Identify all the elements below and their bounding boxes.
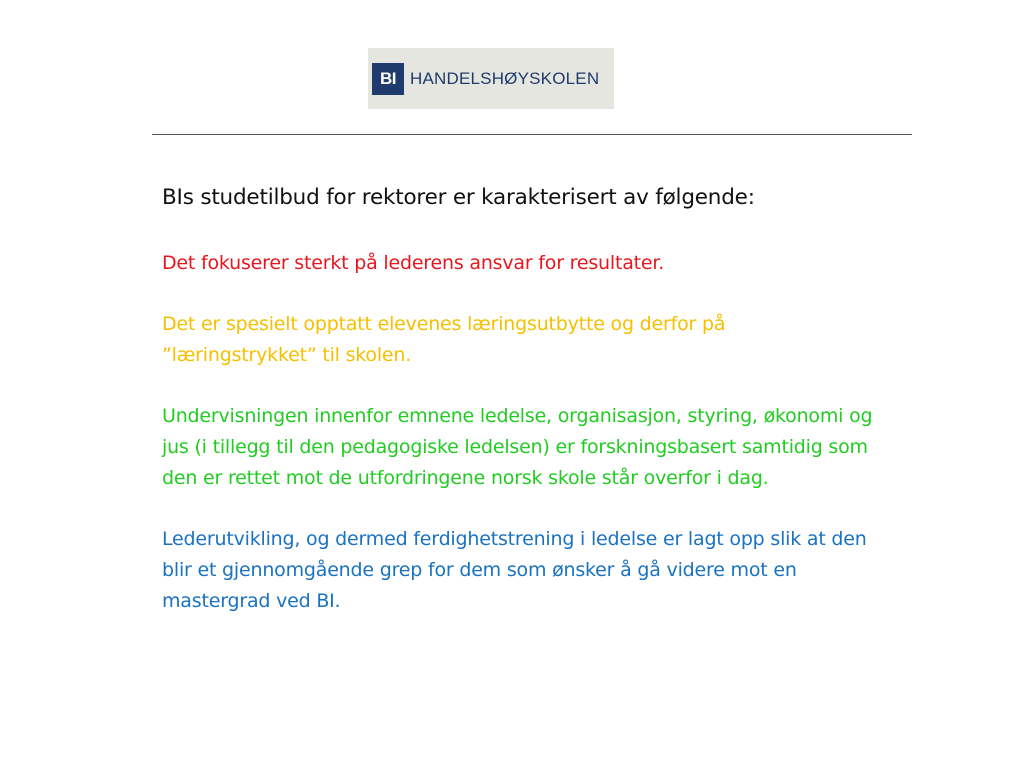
- slide-heading: BIs studetilbud for rektorer er karakterisert av følgende:: [162, 185, 755, 210]
- slide-content: [162, 182, 882, 647]
- divider-line: [152, 134, 912, 135]
- paragraph-leadership-development: Lederutvikling, og dermed ferdighetstrening i ledelse er lagt opp slik at den blir et gjennomgående grep for dem som ønsker å gå videre mot en mastergrad ved BI.: [162, 528, 867, 612]
- paragraph-learning-outcomes: Det er spesielt opptatt elevenes læringsutbytte og derfor på ”læringstrykket” til skolen.: [162, 313, 726, 366]
- bi-logo-text: HANDELSHØYSKOLEN: [410, 68, 600, 88]
- bi-logo-mark: BI: [372, 63, 404, 95]
- paragraph-curriculum: Undervisningen innenfor emnene ledelse, organisasjon, styring, økonomi og jus (i tillegg til den pedagogiske ledelsen) er forskningsbasert samtidig som den er rettet mot de utfordringene norsk skole står overfor i dag.: [162, 405, 873, 489]
- bi-logo: [368, 48, 614, 109]
- paragraph-results-focus: Det fokuserer sterkt på lederens ansvar for resultater.: [162, 252, 665, 274]
